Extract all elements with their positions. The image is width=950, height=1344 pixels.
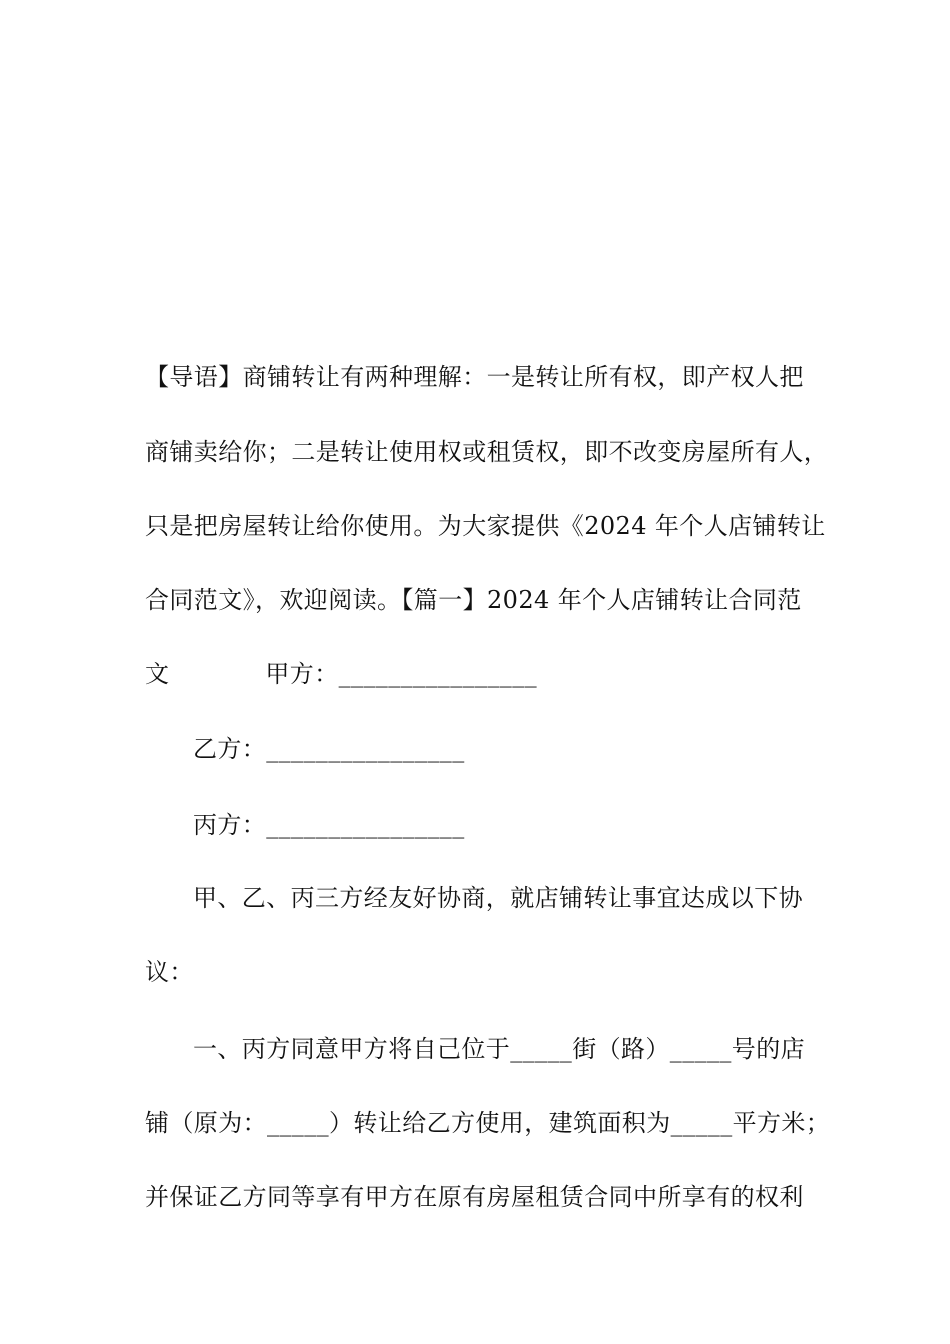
clause-one-line-1: 一、丙方同意甲方将自己位于_____街（路）_____号的店 <box>193 1035 805 1063</box>
clause-one-line-3: 并保证乙方同等享有甲方在原有房屋租赁合同中所享有的权利 <box>145 1183 804 1211</box>
title-and-party-a-line <box>145 659 537 689</box>
agreement-line-2: 议： <box>145 958 194 986</box>
party-a-field: 甲方：________________ <box>265 660 538 688</box>
title-tail: 文 <box>145 660 170 688</box>
clause-one-line-2: 铺（原为：_____）转让给乙方使用，建筑面积为_____平方米； <box>145 1109 831 1137</box>
intro-line-1: 【导语】商铺转让有两种理解：一是转让所有权，即产权人把 <box>145 363 804 391</box>
party-c-field: 丙方：________________ <box>193 811 465 839</box>
party-b-field: 乙方：________________ <box>193 735 465 763</box>
intro-line-2: 商铺卖给你；二是转让使用权或租赁权，即不改变房屋所有人， <box>145 438 829 466</box>
agreement-line-1: 甲、乙、丙三方经友好协商，就店铺转让事宜达成以下协 <box>193 884 803 912</box>
intro-line-3: 只是把房屋转让给你使用。为大家提供《2024 年个人店铺转让 <box>145 512 826 540</box>
intro-line-4: 合同范文》，欢迎阅读。【篇一】2024 年个人店铺转让合同范 <box>145 586 802 614</box>
